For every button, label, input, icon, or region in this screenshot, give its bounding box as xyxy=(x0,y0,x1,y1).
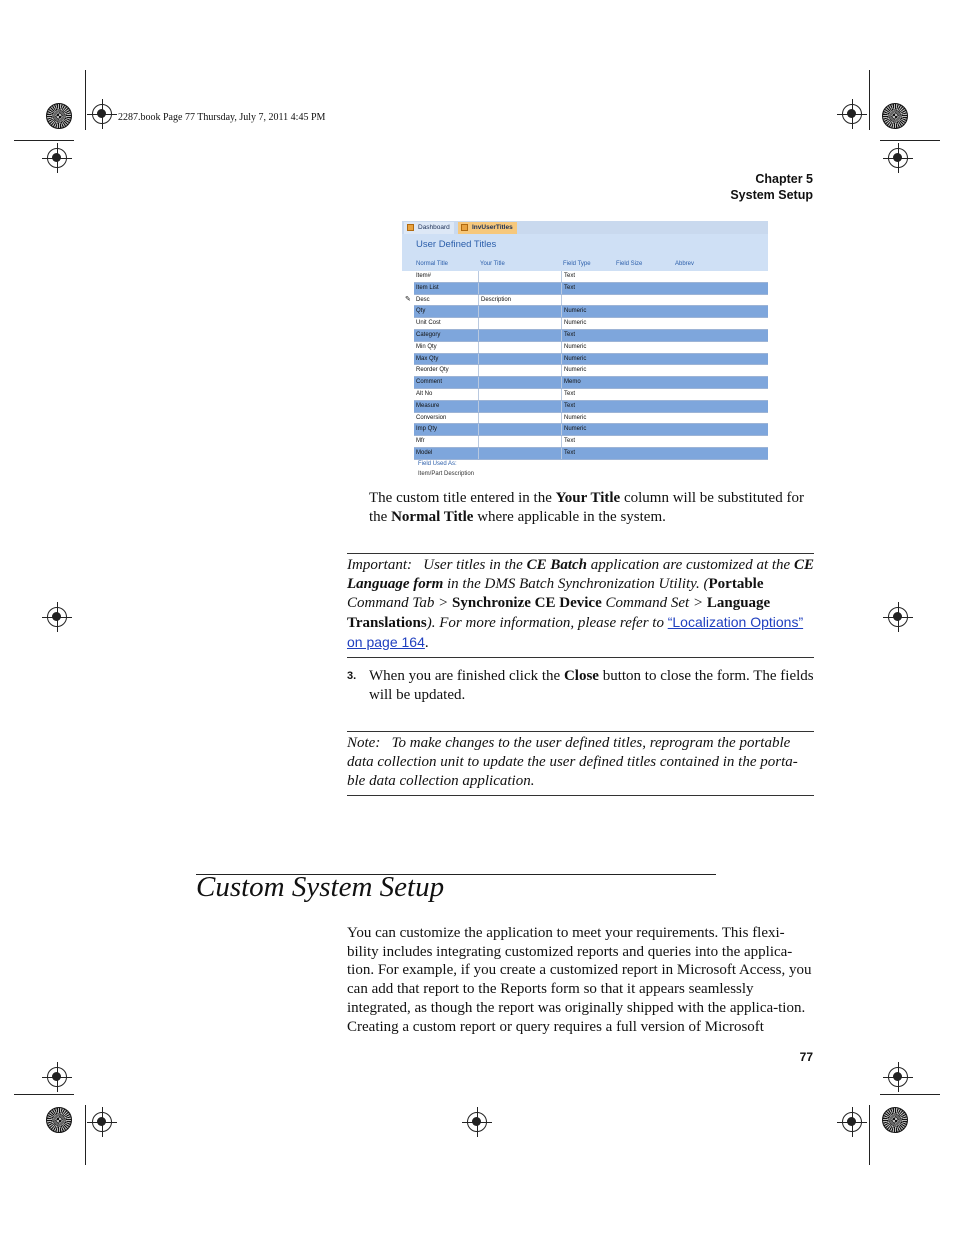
paragraph: You can customize the application to meet your requirements. This flexi-bility includes integrating customized reports and queries into the applica-tion. For example, if you create a customized report in Microsoft Access, you can add that report to the Reports form so that it appears seamlessly integrated, as though the report was originally shipped with the applica-tion. Creating a custom report or query requires a full version of Microsoft xyxy=(347,925,812,1035)
column-divider xyxy=(478,377,479,388)
column-divider xyxy=(478,448,479,459)
column-divider xyxy=(561,271,562,282)
color-bar-icon xyxy=(46,1107,72,1133)
color-bar-icon xyxy=(46,103,72,129)
field-type-cell: Numeric xyxy=(564,355,587,362)
table-row[interactable] xyxy=(414,306,768,318)
column-divider xyxy=(478,342,479,353)
column-divider xyxy=(561,377,562,388)
table-row[interactable] xyxy=(414,330,768,342)
crop-mark xyxy=(14,140,74,141)
user-titles-screenshot xyxy=(402,221,768,481)
normal-title-cell: Max Qty xyxy=(416,355,439,362)
field-type-cell: Text xyxy=(564,402,576,409)
column-divider xyxy=(561,330,562,341)
column-divider xyxy=(478,413,479,424)
important-note: Important: User titles in the CE Batch application are customized at the CE Language form in the DMS Batch Synchronization Utility. (Portable Command Tab > Synchronize CE Device Command Set > Language Translations). For more information, please refer to “Localization Options” on page 164. xyxy=(347,553,814,658)
column-divider xyxy=(478,389,479,400)
normal-title-cell: Model xyxy=(416,449,433,456)
crop-mark xyxy=(880,140,940,141)
field-type-cell: Numeric xyxy=(564,367,587,374)
registration-mark-icon xyxy=(47,1067,67,1087)
normal-title-cell: Qty xyxy=(416,308,426,315)
normal-title-cell: Imp Qty xyxy=(416,426,438,433)
column-divider xyxy=(478,365,479,376)
crop-mark xyxy=(869,1105,870,1165)
column-divider xyxy=(561,448,562,459)
record-selector-icon: ✎ xyxy=(405,296,411,303)
column-divider xyxy=(478,271,479,282)
field-used-label: Field Used As: xyxy=(418,461,457,467)
important-label: Important: xyxy=(347,557,412,573)
column-divider xyxy=(561,342,562,353)
table-row[interactable] xyxy=(414,271,768,283)
field-type-cell: Text xyxy=(564,390,576,397)
registration-mark-icon xyxy=(842,104,862,124)
column-divider xyxy=(561,283,562,294)
table-row[interactable] xyxy=(414,318,768,330)
crop-mark xyxy=(85,1105,86,1165)
registration-mark-icon xyxy=(842,1112,862,1132)
normal-title-cell: Conversion xyxy=(416,414,447,421)
normal-title-cell: Min Qty xyxy=(416,343,437,350)
column-header: Field Size xyxy=(616,261,643,267)
page-number: 77 xyxy=(799,1050,813,1064)
tab-dashboard[interactable]: Dashboard xyxy=(404,222,454,234)
column-divider xyxy=(561,413,562,424)
column-divider xyxy=(478,436,479,447)
table-row[interactable] xyxy=(414,377,768,389)
field-type-cell: Numeric xyxy=(564,320,587,327)
table-row[interactable] xyxy=(414,448,768,460)
registration-mark-icon xyxy=(47,148,67,168)
column-divider xyxy=(478,330,479,341)
normal-title-cell: Item# xyxy=(416,273,432,279)
table-row[interactable] xyxy=(414,295,768,307)
crop-mark xyxy=(85,70,86,130)
field-type-cell: Numeric xyxy=(564,343,587,350)
section-title: Custom System Setup xyxy=(196,871,445,903)
normal-title-cell: Mfr xyxy=(416,438,425,445)
form-icon xyxy=(461,224,468,231)
step-number: 3. xyxy=(347,670,357,682)
column-divider xyxy=(561,365,562,376)
table-row[interactable] xyxy=(414,401,768,413)
crop-mark xyxy=(14,1094,74,1095)
normal-title-cell: Measure xyxy=(416,402,440,409)
print-meta: 2287.book Page 77 Thursday, July 7, 2011 4:45 PM xyxy=(118,112,326,123)
column-divider xyxy=(561,318,562,329)
field-type-cell: Memo xyxy=(564,379,581,386)
registration-mark-icon xyxy=(47,607,67,627)
field-type-cell: Text xyxy=(564,284,576,291)
column-divider xyxy=(478,354,479,365)
table-row[interactable] xyxy=(414,354,768,366)
field-type-cell: Text xyxy=(564,331,576,338)
column-divider xyxy=(561,354,562,365)
table-row[interactable] xyxy=(414,389,768,401)
normal-title-cell: Category xyxy=(416,331,441,338)
column-header: Normal Title xyxy=(416,261,449,267)
tab-invusertitles[interactable]: InvUserTitles xyxy=(458,222,517,234)
normal-title-cell: Comment xyxy=(416,379,443,386)
column-divider xyxy=(561,306,562,317)
titles-table xyxy=(414,271,768,460)
field-type-cell: Numeric xyxy=(564,414,587,421)
normal-title-cell: Reorder Qty xyxy=(416,367,449,374)
chapter-label: Chapter 5 xyxy=(755,172,813,186)
note: Note: To make changes to the user defined titles, reprogram the portable data collection unit to update the user defined titles contained in the porta-ble data collection application. xyxy=(347,731,814,796)
column-divider xyxy=(478,318,479,329)
column-divider xyxy=(478,306,479,317)
field-type-cell: Text xyxy=(564,449,576,456)
column-divider xyxy=(561,295,562,306)
color-bar-icon xyxy=(882,103,908,129)
column-divider xyxy=(561,424,562,435)
color-bar-icon xyxy=(882,1107,908,1133)
column-header: Abbrev xyxy=(675,261,695,267)
note-label: Note: xyxy=(347,735,381,751)
registration-mark-icon xyxy=(888,607,908,627)
field-type-cell: Numeric xyxy=(564,308,587,315)
step-text: When you are finished click the Close button to close the form. The fields will be updated. xyxy=(369,668,814,703)
running-header xyxy=(730,171,813,203)
field-used-value: Item/Part Description xyxy=(418,471,475,477)
registration-mark-icon xyxy=(467,1112,487,1132)
form-title: User Defined Titles xyxy=(416,239,497,250)
normal-title-cell: Unit Cost xyxy=(416,320,441,327)
section-label: System Setup xyxy=(730,188,813,202)
column-divider xyxy=(478,283,479,294)
registration-mark-icon xyxy=(888,148,908,168)
localization-options-link[interactable]: “Localization Options” on page 164 xyxy=(347,614,804,650)
column-divider xyxy=(478,295,479,306)
table-row[interactable] xyxy=(414,342,768,354)
column-divider xyxy=(478,401,479,412)
registration-mark-icon xyxy=(888,1067,908,1087)
registration-mark-icon xyxy=(92,104,112,124)
tab-bar xyxy=(402,221,768,234)
table-row[interactable] xyxy=(414,365,768,377)
paragraph: The custom title entered in the Your Title column will be substituted for the Normal Title where applicable in the system. xyxy=(369,490,804,525)
normal-title-cell: Alt No xyxy=(416,390,433,397)
column-header: Your Title xyxy=(480,261,505,267)
table-row[interactable] xyxy=(414,283,768,295)
your-title-cell[interactable]: Description xyxy=(481,296,512,303)
form-icon xyxy=(407,224,414,231)
column-divider xyxy=(561,389,562,400)
crop-mark xyxy=(880,1094,940,1095)
crop-mark xyxy=(869,70,870,130)
normal-title-cell: Desc xyxy=(416,296,430,303)
table-row[interactable] xyxy=(414,413,768,425)
field-type-cell: Numeric xyxy=(564,426,587,433)
column-divider xyxy=(561,401,562,412)
table-row[interactable] xyxy=(414,436,768,448)
column-divider xyxy=(561,436,562,447)
registration-mark-icon xyxy=(92,1112,112,1132)
column-divider xyxy=(478,424,479,435)
field-type-cell: Text xyxy=(564,438,576,445)
field-type-cell: Text xyxy=(564,273,576,279)
normal-title-cell: Item List xyxy=(416,284,439,291)
column-header: Field Type xyxy=(563,261,591,267)
table-row[interactable] xyxy=(414,424,768,436)
